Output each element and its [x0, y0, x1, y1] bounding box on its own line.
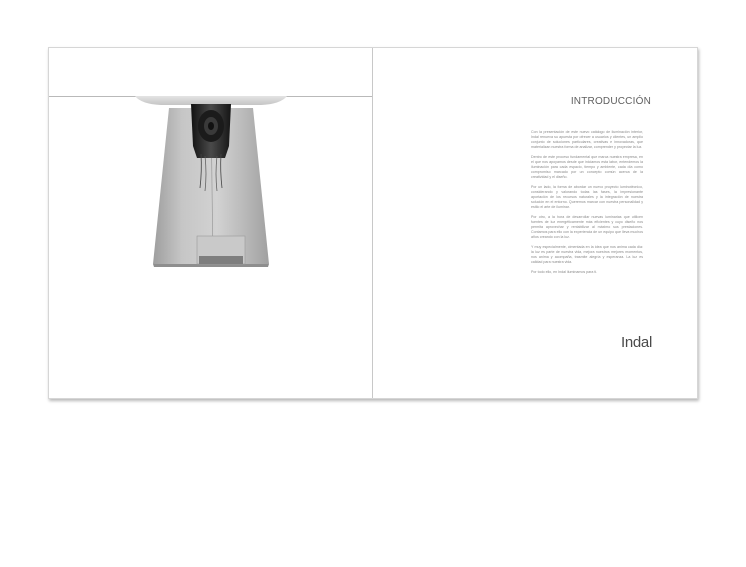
right-page — [373, 48, 697, 398]
paragraph: Por otro, a la hora de desarrollar nuevas luminarias que utilicen fuentes de luz energéticamente más eficientes y cuyo diseño nos permita aprovechar y rentabilizar al máximo sus prestaciones. Contamos para ello con la experiencia de un equipo que lleva muchos años creando con la luz. — [531, 215, 643, 239]
left-page — [49, 48, 373, 398]
paragraph: Dentro de este proceso fundamental que marca nuestra empresa, en el que nos apoyamos desde que iniciamos esta labor, entendemos la iluminación para cada espacio, tiempo y ambiente, cada día como compromiso marcado por un concepto común acerca de la creatividad y el diseño. — [531, 155, 643, 179]
page-title: INTRODUCCIÓN — [570, 96, 651, 107]
paragraph: Y muy especialmente, cimentada en la idea que nos anima cada día: la luz es parte de nuestra vida, mejora nuestros mejores momentos, nos anima y acompaña, trasmite alegría y esperanza. La luz es calidad para nuestra vida. — [531, 245, 643, 264]
luminaire-product-image — [131, 96, 291, 271]
paragraph: Con la presentación de este nuevo catálogo de iluminación interior, Indal renueva su apuesta por ofrecer a usuarios y clientes, un amplio conjunto de soluciones particulares, creativas e innovadoras, que materializan nuestra forma de analizar, comprender y proyectar la luz. — [531, 130, 643, 149]
intro-body-text — [531, 130, 643, 280]
paragraph: Por un lado, la forma de abordar un nuevo proyecto luminotécnico, considerando y valorando todas las fases, la impresionante aportación de los recursos naturales y la integración de nuestra solución en el entorno. Queremos marcar con nuestra personalidad y estilo el arte de iluminar. — [531, 185, 643, 209]
paragraph: Por todo ello, en Indal iluminamos para ti. — [531, 270, 598, 274]
catalog-spread — [48, 47, 698, 399]
indal-logo: Indal — [620, 334, 652, 351]
